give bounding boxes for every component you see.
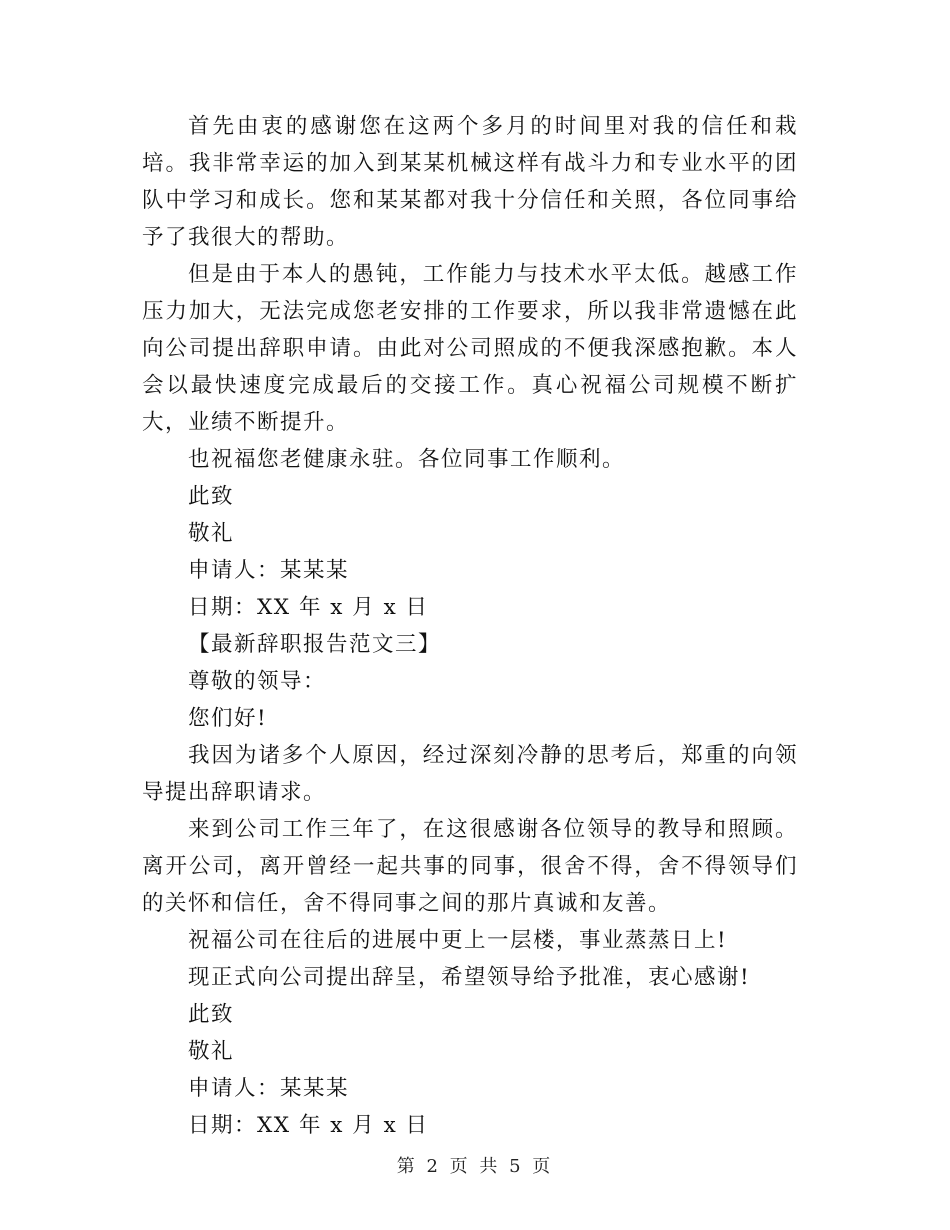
paragraph-gratitude: 来到公司工作三年了，在这很感谢各位领导的教导和照顾。离开公司，离开曾经一起共事的同事，很舍不得，舍不得领导们的关怀和信任，舍不得同事之间的那片真诚和友善。 xyxy=(142,817,798,916)
section-heading: 【最新辞职报告范文三】 xyxy=(188,632,442,657)
page-number-footer: 第 2 页 共 5 页 xyxy=(396,1156,554,1177)
applicant-line: 申请人：某某某 xyxy=(188,558,350,583)
applicant-line-2: 申请人：某某某 xyxy=(188,1076,350,1101)
paragraph-request: 我因为诸多个人原因，经过深刻冷静的思考后，郑重的向领导提出辞职请求。 xyxy=(142,743,798,805)
greeting: 您们好! xyxy=(188,706,268,731)
paragraph-thanks: 首先由衷的感谢您在这两个多月的时间里对我的信任和栽培。我非常幸运的加入到某某机械这样有战斗力和专业水平的团队中学习和成长。您和某某都对我十分信任和关照，各位同事给予了我很大的帮助。 xyxy=(142,114,798,250)
paragraph-reason: 但是由于本人的愚钝，工作能力与技术水平太低。越感工作压力加大，无法完成您老安排的工作要求，所以我非常遗憾在此向公司提出辞职申请。由此对公司照成的不便我深感抱歉。本人会以最快速度完成最后的交接工作。真心祝福公司规模不断扩大，业绩不断提升。 xyxy=(142,262,798,435)
paragraph-formal: 现正式向公司提出辞呈，希望领导给予批准，衷心感谢! xyxy=(188,965,751,990)
paragraph-wishes: 也祝福您老健康永驻。各位同事工作顺利。 xyxy=(188,447,626,472)
document-body xyxy=(142,108,798,1144)
closing-cizhi: 此致 xyxy=(188,484,235,509)
date-line: 日期：XX 年 x 月 x 日 xyxy=(188,595,429,620)
date-line-2: 日期：XX 年 x 月 x 日 xyxy=(188,1113,429,1138)
closing-cizhi-2: 此致 xyxy=(188,1002,235,1027)
salutation: 尊敬的领导： xyxy=(188,669,327,694)
paragraph-blessing: 祝福公司在往后的进展中更上一层楼，事业蒸蒸日上! xyxy=(188,928,728,953)
closing-jingli-2: 敬礼 xyxy=(188,1039,235,1064)
closing-jingli: 敬礼 xyxy=(188,521,235,546)
